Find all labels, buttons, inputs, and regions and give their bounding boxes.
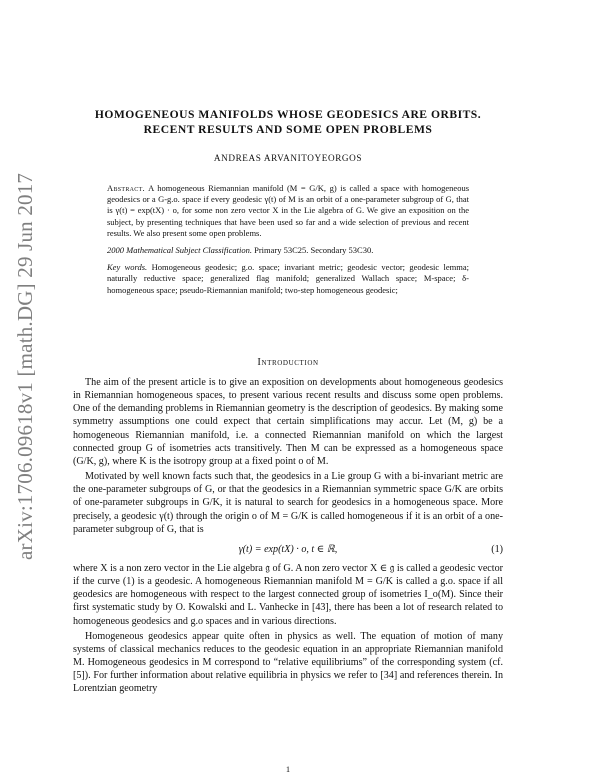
equation-1	[73, 538, 503, 562]
keywords-text: Homogeneous geodesic; g.o. space; invariant metric; geodesic vector; geodesic lemma; naturally reductive space; generalized flag manifold; generalized Wallach space; M-space; δ-homogeneous space; pseudo-Riemannian manifold; two-step homogeneous geodesic;	[107, 262, 470, 295]
author-name: ANDREAS ARVANITOYEORGOS	[213, 153, 363, 163]
abstract-block	[107, 183, 469, 302]
body-paragraph-1: The aim of the present article is to give an exposition on developments about homogeneous geodesics in Riemannian homogeneous spaces, to present various recent results and discuss some open problems. One of the demanding problems in Riemannian geometry is the description of geodesics. By making some symmetry assumptions one could expect that certain simplifications may accur. Let (M, g) be a homogeneous Riemannian manifold, i.e. a connected Riemannian manifold on which the largest connected group G of isometries acts transitively. Then M can be expressed as a homogeneous space (G/K, g), where K is the isotropy group at a fixed point o of M.	[73, 377, 504, 467]
abstract-label: Abstract.	[107, 183, 145, 193]
title-line-1: HOMOGENEOUS MANIFOLDS WHOSE GEODESICS ARE ORBITS.	[94, 108, 482, 121]
equation-expression: γ(t) = exp(tX) · o, t ∈ ℝ,	[238, 543, 338, 555]
body-paragraph-4: Homogeneous geodesics appear quite often in physics as well. The equation of motion of many systems of classical mechanics reduces to the geodesic equation in an appropriate Riemannian manifold M. Homogeneous geodesics in M correspond to “relative equilibriums” of the corresponding system (cf. [5]). For further information about relative equilibria in physics we refer to [34] and references therein. In Lorentzian geometry	[73, 630, 503, 695]
section-title: Introduction	[257, 357, 319, 368]
keywords-paragraph	[107, 262, 469, 296]
title-line-2: RECENT RESULTS AND SOME OPEN PROBLEMS	[143, 122, 433, 136]
arxiv-identifier: arXiv:1706.09618v1 [math.DG] 29 Jun 2017	[13, 172, 37, 560]
page-number: 1	[285, 764, 291, 774]
abstract-text: A homogeneous Riemannian manifold (M = G/K, g) is called a space with homogeneous geodesics or a G-g.o. space if every geodesic γ(t) of M is an orbit of a one-parameter subgroup of G, that is γ(t) = exp(tX) · o, for some non zero vector X in the Lie algebra of G. We give an exposition on the subject, by presenting techniques that have been used so far and a wide selection of previous and recent results. We also present some open problems.	[107, 183, 469, 238]
equation-number: (1)	[491, 543, 503, 555]
body-paragraph-3: where X is a non zero vector in the Lie algebra 𝔤 of G. A non zero vector X ∈ 𝔤 is called a geodesic vector if the curve (1) is a geodesic. A homogeneous Riemannian manifold M = G/K is called a g.o. space if all geodesics are homogeneous with respect to the largest connected group of isometries I_o(M). Since their first systematic study by O. Kowalski and L. Vanhecke in [43], there has been a lot of research related to homogeneous geodesics and g.o spaces and in various directions.	[73, 562, 503, 627]
body-paragraph-2: Motivated by well known facts such that, the geodesics in a Lie group G with a bi-invariant metric are the one-parameter subgroups of G, or that the geodesics in a Riemannian symmetric space G/K are orbits of one-parameter subgroups in G/K, it is natural to search for geodesics in a homogeneous space. More precisely, a geodesic γ(t) through the origin o of M = G/K is called homogeneous if it is an orbit of a one-parameter subgroup of G, that is	[73, 471, 503, 535]
msc-paragraph	[107, 245, 469, 256]
body-text	[73, 376, 503, 697]
msc-text: Primary 53C25. Secondary 53C30.	[254, 245, 374, 256]
keywords-label: Key words.	[107, 262, 148, 273]
abstract-paragraph	[107, 183, 469, 239]
paper-title	[73, 108, 503, 137]
msc-label: 2000 Mathematical Subject Classification.	[107, 245, 252, 256]
